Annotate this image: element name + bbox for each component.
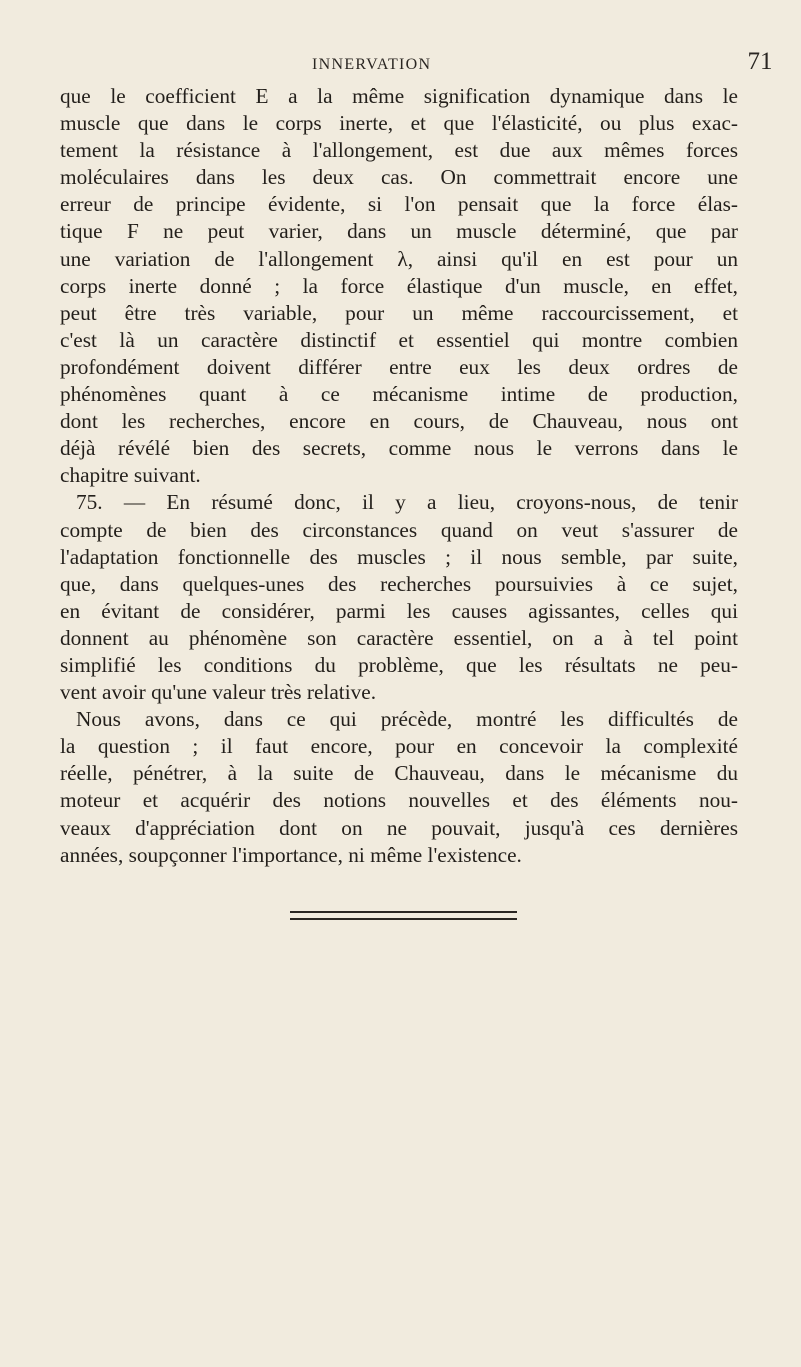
text-line: l'adaptation fonctionnelle des muscles ; il nous semble, par suite, <box>60 544 738 569</box>
text-line: réelle, pénétrer, à la suite de Chauveau, dans le mécanisme du <box>60 761 738 786</box>
text-line: que, dans quelques-unes des recherches poursuivies à ce sujet, <box>60 571 738 596</box>
section-75-first-line: 75. — En résumé donc, il y a lieu, croyons-nous, de tenir <box>76 490 738 515</box>
section-divider-rule <box>290 911 517 913</box>
text-line: compte de bien des circonstances quand on veut s'assurer de <box>60 517 738 542</box>
text-line: vent avoir qu'une valeur très relative. <box>60 680 377 705</box>
text-line: donnent au phénomène son caractère essentiel, on a à tel point <box>60 625 738 650</box>
text-line: dont les recherches, encore en cours, de Chauveau, nous ont <box>60 409 738 434</box>
text-line: phénomènes quant à ce mécanisme intime de production, <box>60 382 738 407</box>
text-line: moléculaires dans les deux cas. On commettrait encore une <box>60 165 738 190</box>
text-line: années, soupçonner l'importance, ni même l'existence. <box>60 842 522 867</box>
text-line: corps inerte donné ; la force élastique d'un muscle, en effet, <box>60 273 738 298</box>
text-line: chapitre suivant. <box>60 463 201 488</box>
text-line: tique F ne peut varier, dans un muscle déterminé, que par <box>60 219 738 244</box>
text-line: c'est là un caractère distinctif et essentiel qui montre combien <box>60 327 738 352</box>
text-line: profondément doivent différer entre eux les deux ordres de <box>60 354 738 379</box>
text-line: une variation de l'allongement λ, ainsi qu'il en est pour un <box>60 246 738 271</box>
paragraph-first-line: Nous avons, dans ce qui précède, montré les difficultés de <box>76 707 738 732</box>
text-line: erreur de principe évidente, si l'on pensait que la force élas- <box>60 192 738 217</box>
section-divider-rule <box>290 918 517 920</box>
text-line: muscle que dans le corps inerte, et que l'élasticité, ou plus exac- <box>60 111 738 136</box>
text-line: que le coefficient E a la même signification dynamique dans le <box>60 84 738 108</box>
text-line: veaux d'appréciation dont on ne pouvait, jusqu'à ces dernières <box>60 815 738 840</box>
page-number: 71 <box>747 48 773 75</box>
text-line: peut être très variable, pour un même raccourcissement, et <box>60 300 738 325</box>
text-line: tement la résistance à l'allongement, est due aux mêmes forces <box>60 138 738 163</box>
body-text <box>60 83 738 869</box>
text-line: la question ; il faut encore, pour en concevoir la complexité <box>60 734 738 759</box>
text-line: simplifié les conditions du problème, que les résultats ne peu- <box>60 652 738 677</box>
running-title: INNERVATION <box>312 56 432 73</box>
text-line: moteur et acquérir des notions nouvelles et des éléments nou- <box>60 788 738 813</box>
text-line: en évitant de considérer, parmi les causes agissantes, celles qui <box>60 598 738 623</box>
text-line: déjà révélé bien des secrets, comme nous le verrons dans le <box>60 436 738 461</box>
